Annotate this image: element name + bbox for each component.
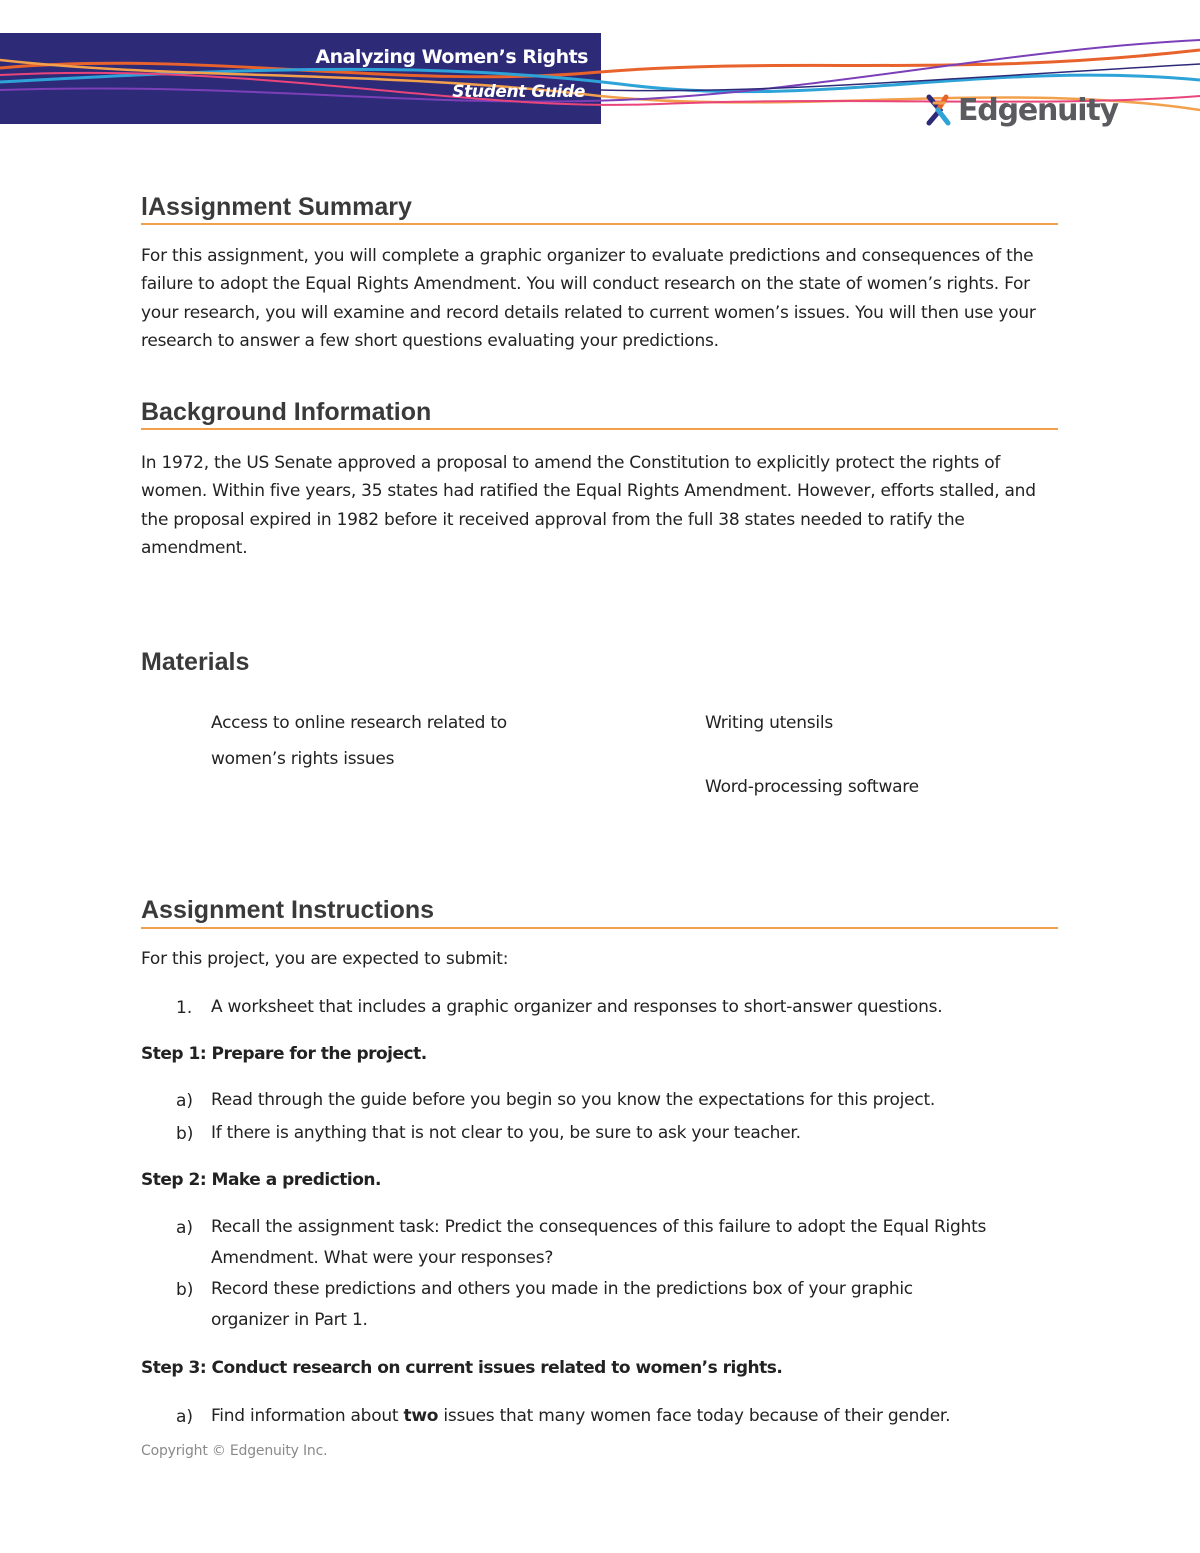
- list-marker: b): [176, 1280, 194, 1300]
- step-1-heading: [141, 1044, 427, 1064]
- assignment-instructions-heading: Assignment Instructions: [141, 896, 435, 924]
- copyright-footer: Copyright © Edgenuity Inc.: [141, 1443, 328, 1459]
- background-information-text: In 1972, the US Senate approved a proposal to amend the Constitution to explicitly protect the rights of women. Within five years, 35 states had ratified the Equal Rights Amendment. However, efforts stalled, and the proposal expired in 1982 before it received approval from the full 38 states needed to ratify the amendment.: [141, 453, 1036, 558]
- edgenuity-x-icon: [926, 93, 960, 127]
- step-3-heading: [141, 1358, 782, 1378]
- background-information-heading: Background Information: [141, 398, 432, 426]
- list-marker: a): [176, 1407, 194, 1427]
- instructions-intro: For this project, you are expected to submit:: [141, 949, 509, 969]
- assignment-summary-text: For this assignment, you will complete a graphic organizer to evaluate predictions and consequences of the failure to adopt the Equal Rights Amendment. You will conduct research on the state of women’s rights. For your research, you will examine and record details related to current women’s issues. You will then use your research to answer a few short questions evaluating your predictions.: [141, 246, 1036, 351]
- step-item: [211, 1401, 1051, 1432]
- section-divider: [141, 927, 1058, 929]
- document-title: Analyzing Women’s Rights: [315, 46, 588, 68]
- materials-heading: Materials: [141, 648, 250, 676]
- step-prefix: Step 2:: [141, 1170, 207, 1190]
- step-prefix: Step 1:: [141, 1044, 207, 1064]
- list-marker: b): [176, 1124, 194, 1144]
- edgenuity-logo: [926, 90, 1118, 130]
- material-item: women’s rights issues: [211, 749, 395, 769]
- step-2-heading: [141, 1170, 381, 1190]
- section-divider: [141, 428, 1058, 430]
- edgenuity-logo-text: Edgenuity: [958, 92, 1118, 128]
- step-item: If there is anything that is not clear to you, be sure to ask your teacher.: [211, 1123, 801, 1143]
- step-title: Conduct research on current issues related to women’s rights.: [211, 1358, 783, 1378]
- section-divider: [141, 223, 1058, 225]
- list-marker: 1.: [176, 998, 193, 1018]
- assignment-summary-heading: lAssignment Summary: [141, 193, 412, 221]
- submission-item: A worksheet that includes a graphic organizer and responses to short-answer questions.: [211, 997, 943, 1017]
- list-marker: a): [176, 1091, 194, 1111]
- step-title: Make a prediction.: [211, 1170, 381, 1190]
- material-item: Access to online research related to: [211, 713, 507, 733]
- step-item-emphasis: two: [403, 1406, 439, 1426]
- step-title: Prepare for the project.: [211, 1044, 427, 1064]
- document-subtitle: Student Guide: [452, 82, 585, 102]
- material-item: Word-processing software: [705, 777, 919, 797]
- step-item: Read through the guide before you begin so you know the expectations for this project.: [211, 1090, 936, 1110]
- step-item: Record these predictions and others you made in the predictions box of your graphic organizer in Part 1.: [211, 1279, 913, 1330]
- step-item-text: Find information about: [211, 1406, 404, 1426]
- list-marker: a): [176, 1218, 194, 1238]
- step-item-text: issues that many women face today because of their gender.: [438, 1406, 951, 1426]
- step-item: Recall the assignment task: Predict the consequences of this failure to adopt the Equal Rights Amendment. What were your responses?: [211, 1217, 987, 1268]
- step-prefix: Step 3:: [141, 1358, 207, 1378]
- material-item: Writing utensils: [705, 713, 833, 733]
